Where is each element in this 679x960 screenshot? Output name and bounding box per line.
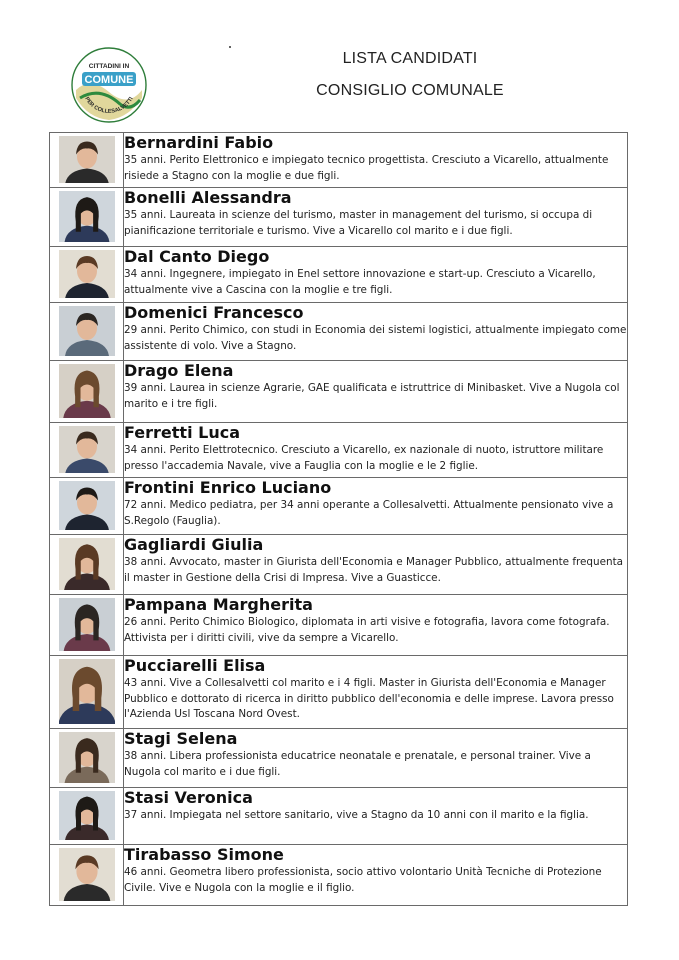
cittadini-in-comune-logo — [70, 46, 148, 124]
male-portrait-icon — [59, 250, 115, 298]
candidate-photo-cell — [50, 535, 124, 595]
candidate-description: 46 anni. Geometra libero professionista, socio attivo volontario Unità Tecniche di Protezione Civile. Vive e Nugola con la moglie e il figlio. — [124, 866, 602, 894]
candidate-info-cell — [124, 788, 628, 845]
candidate-info-cell — [124, 729, 628, 788]
candidate-description: 26 anni. Perito Chimico Biologico, diplomata in arti visive e fotografia, lavora come fotografa. Attivista per i diritti civili, vive da sempre a Vicarello. — [124, 616, 610, 644]
candidate-description: 35 anni. Perito Elettronico e impiegato tecnico progettista. Cresciuto a Vicarello, attualmente risiede a Stagno con la moglie e due figli. — [124, 154, 609, 182]
candidate-photo-cell — [50, 133, 124, 188]
candidate-info-cell — [124, 303, 628, 361]
male-portrait-icon — [59, 848, 115, 901]
candidate-description: 38 anni. Libera professionista educatrice neonatale e prenatale, e personal trainer. Vive a Nugola col marito e i due figli. — [124, 750, 591, 778]
candidate-row — [50, 845, 628, 906]
page-title — [310, 50, 510, 114]
candidate-row — [50, 656, 628, 729]
candidate-row — [50, 788, 628, 845]
candidate-info-cell — [124, 133, 628, 188]
candidate-photo-cell — [50, 303, 124, 361]
candidate-photo-cell — [50, 788, 124, 845]
candidate-info-cell — [124, 423, 628, 478]
candidate-name: Gagliardi Giulia — [124, 535, 264, 554]
candidate-name: Dal Canto Diego — [124, 247, 270, 266]
candidate-description: 34 anni. Perito Elettrotecnico. Cresciuto a Vicarello, ex nazionale di nuoto, istruttore militare presso l'accademia Navale, vive a Fauglia con la moglie e le 2 figlie. — [124, 444, 604, 472]
candidate-row — [50, 247, 628, 303]
candidate-description: 35 anni. Laureata in scienze del turismo, master in management del turismo, si occupa di pianificazione territoriale e turismo. Vive a Vicarello col marito e i due figli. — [124, 209, 593, 237]
title-line1: LISTA CANDIDATI — [342, 50, 478, 67]
candidate-name: Domenici Francesco — [124, 303, 304, 322]
candidate-row — [50, 303, 628, 361]
male-portrait-icon — [59, 481, 115, 530]
candidate-row — [50, 133, 628, 188]
candidate-photo-cell — [50, 188, 124, 247]
candidate-row — [50, 361, 628, 423]
candidate-photo-cell — [50, 361, 124, 423]
candidate-info-cell — [124, 845, 628, 906]
candidate-name: Stasi Veronica — [124, 788, 253, 807]
female-portrait-icon — [59, 791, 115, 840]
female-portrait-icon — [59, 598, 115, 651]
female-portrait-icon — [59, 191, 115, 242]
candidate-description: 37 anni. Impiegata nel settore sanitario, vive a Stagno da 10 anni con il marito e la figlia. — [124, 809, 589, 821]
candidate-info-cell — [124, 188, 628, 247]
candidate-row — [50, 595, 628, 656]
female-portrait-icon — [59, 659, 115, 724]
male-portrait-icon — [59, 306, 115, 356]
candidate-row — [50, 729, 628, 788]
candidate-name: Tirabasso Simone — [124, 845, 284, 864]
candidate-description: 43 anni. Vive a Collesalvetti col marito e i 4 figli. Master in Giurista dell'Economia e Manager Pubblico e dottorato di ricerca in diritto pubblico dell'economia e delle imprese. Lavora presso l'Azienda Usl Toscana Nord Ovest. — [124, 677, 614, 720]
candidate-info-cell — [124, 247, 628, 303]
candidate-description: 29 anni. Perito Chimico, con studi in Economia dei sistemi logistici, attualmente impiegato come assistente di volo. Vive a Stagno. — [124, 324, 627, 352]
candidate-name: Pucciarelli Elisa — [124, 656, 266, 675]
female-portrait-icon — [59, 364, 115, 418]
male-portrait-icon — [59, 426, 115, 473]
candidate-info-cell — [124, 535, 628, 595]
logo-line1: CITTADINI IN — [88, 63, 130, 70]
candidate-photo-cell — [50, 595, 124, 656]
logo-line3: PER COLLESALVETTI — [83, 96, 135, 115]
candidates-table — [49, 132, 628, 906]
female-portrait-icon — [59, 732, 115, 783]
candidate-info-cell — [124, 361, 628, 423]
candidate-description: 39 anni. Laurea in scienze Agrarie, GAE qualificata e istruttrice di Minibasket. Vive a Nugola col marito e i tre figli. — [124, 382, 620, 410]
candidate-row — [50, 535, 628, 595]
candidate-info-cell — [124, 595, 628, 656]
candidate-row — [50, 423, 628, 478]
candidate-photo-cell — [50, 478, 124, 535]
candidate-name: Frontini Enrico Luciano — [124, 478, 332, 497]
candidate-description: 38 anni. Avvocato, master in Giurista dell'Economia e Manager Pubblico, attualmente frequenta il master in Gestione della Crisi di Impresa. Vive a Guasticce. — [124, 556, 624, 584]
candidate-info-cell — [124, 656, 628, 729]
female-portrait-icon — [59, 538, 115, 590]
candidate-description: 34 anni. Ingegnere, impiegato in Enel settore innovazione e start-up. Cresciuto a Vicarello, attualmente vive a Cascina con la moglie e tre figli. — [124, 268, 596, 296]
candidate-name: Bernardini Fabio — [124, 133, 274, 152]
candidate-name: Stagi Selena — [124, 729, 238, 748]
candidate-photo-cell — [50, 729, 124, 788]
candidate-info-cell — [124, 478, 628, 535]
logo-line2: COMUNE — [84, 74, 134, 86]
candidate-row — [50, 188, 628, 247]
candidate-name: Bonelli Alessandra — [124, 188, 292, 207]
candidate-name: Drago Elena — [124, 361, 234, 380]
candidate-photo-cell — [50, 656, 124, 729]
candidate-photo-cell — [50, 247, 124, 303]
candidate-photo-cell — [50, 423, 124, 478]
candidate-row — [50, 478, 628, 535]
candidate-photo-cell — [50, 845, 124, 906]
candidate-name: Ferretti Luca — [124, 423, 240, 442]
title-line2: CONSIGLIO COMUNALE — [316, 82, 504, 99]
candidate-description: 72 anni. Medico pediatra, per 34 anni operante a Collesalvetti. Attualmente pensionato vive a S.Regolo (Fauglia). — [124, 499, 614, 527]
male-portrait-icon — [59, 136, 115, 183]
scan-dot — [229, 46, 231, 48]
candidate-name: Pampana Margherita — [124, 595, 313, 614]
